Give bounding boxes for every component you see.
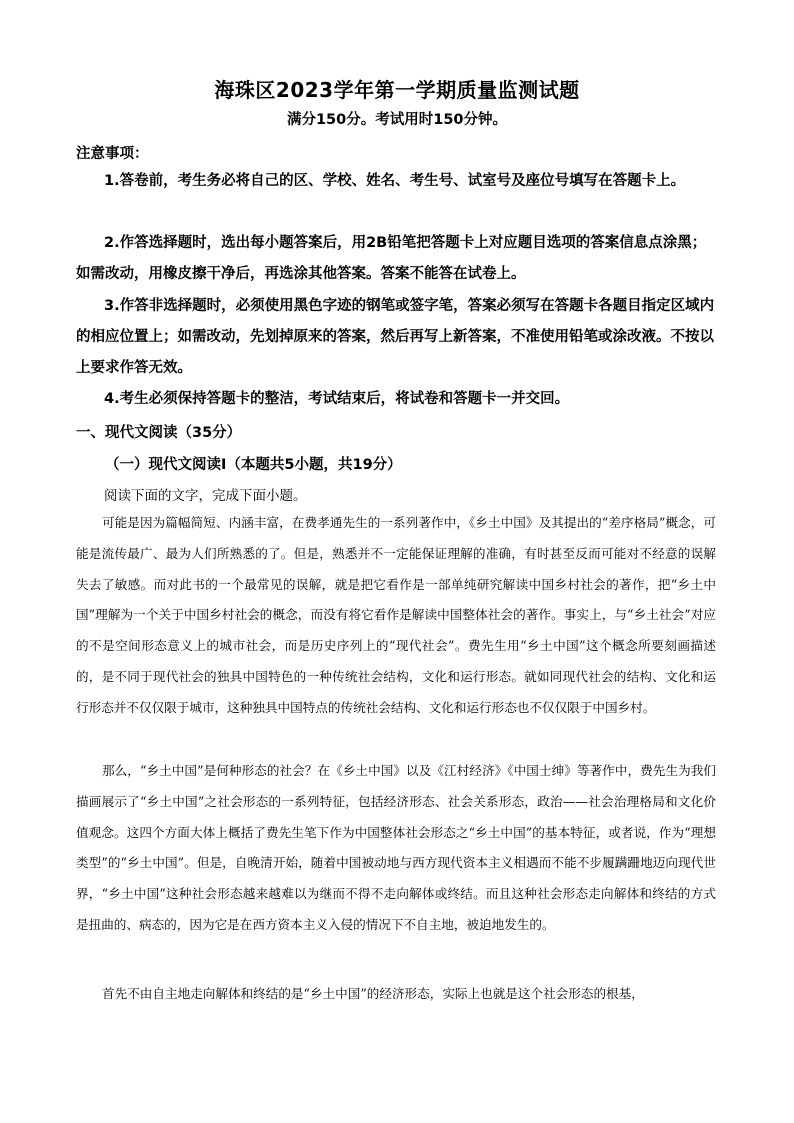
passage-paragraph-3: 首先不由自主地走向解体和终结的是“乡土中国”的经济形态，实际上也就是这个社会形态的根基， xyxy=(102,986,644,1001)
notice-item-3: 3.作答非选择题时，必须使用黑色字迹的钢笔或签字笔，答案必须写在答题卡各题目指定区域内的相应位置上；如需改动，先划掉原来的答案，然后再写上新答案，不准使用铅笔或涂改液。不按以上要求作答无效。 xyxy=(76,298,715,376)
notice-heading: 注意事项： xyxy=(76,146,149,162)
reading-instruction: 阅读下面的文字，完成下面小题。 xyxy=(104,488,307,504)
notice-item-2: 2.作答选择题时，选出每小题答案后，用2B铅笔把答题卡上对应题目选项的答案信息点涂黑；如需改动，用橡皮擦干净后，再选涂其他答案。答案不能答在试卷上。 xyxy=(76,235,707,282)
subsection-heading: （一）现代文阅读Ⅰ（本题共5小题，共19分） xyxy=(105,457,402,473)
notice-item-1: 1.答卷前，考生务必将自己的区、学校、姓名、考生号、试室号及座位号填写在答题卡上。 xyxy=(104,173,686,189)
exam-subtitle: 满分150分。考试用时150分钟。 xyxy=(286,112,508,128)
passage-paragraph-1: 可能是因为篇幅简短、内涵丰富，在费孝通先生的一系列著作中，《乡土中国》及其提出的“差序格局”概念，可能是流传最广、最为人们所熟悉的了。但是，熟悉并不一定能保证理解的准确，有时甚至反而可能对不经意的误解失去了敏感。而对此书的一个最常见的误解，就是把它看作是一部单纯研究解读中国乡村社会的著作，把“乡土中国”理解为一个关于中国乡村社会的概念，而没有将它看作是解读中国整体社会的著作。事实上，与“乡土社会”对应的不是空间形态意义上的城市社会，而是历史序列上的“现代社会”。费先生用“乡土中国”这个概念所要刻画描述的，是不同于现代社会的独具中国特色的一种传统社会结构，文化和运行形态。就如同现代社会的结构、文化和运行形态并不仅仅限于城市，这种独具中国特点的传统社会结构、文化和运行形态也不仅仅限于中国乡村。 xyxy=(76,515,716,715)
passage-paragraph-2: 那么，“乡土中国”是何种形态的社会？在《乡土中国》以及《江村经济》《中国士绅》等著作中，费先生为我们描画展示了“乡土中国”之社会形态的一系列特征，包括经济形态、社会关系形态，政治——社会治理格局和文化价值观念。这四个方面大体上概括了费先生笔下作为中国整体社会形态之“乡土中国”的基本特征，或者说，作为“理想类型”的“乡土中国”。但是，自晚清开始，随着中国被动地与西方现代资本主义相遇而不能不步履蹒跚地迈向现代世界，“乡土中国”这种社会形态越来越难以为继而不得不走向解体或终结。而且这种社会形态走向解体和终结的方式是扭曲的、病态的，因为它是在西方资本主义入侵的情况下不自主地，被迫地发生的。 xyxy=(76,763,716,932)
exam-title: 海珠区2023学年第一学期质量监测试题 xyxy=(214,78,580,102)
notice-item-4: 4.考生必须保持答题卡的整洁，考试结束后，将试卷和答题卡一并交回。 xyxy=(104,391,570,407)
section-heading: 一、现代文阅读（35分） xyxy=(76,425,242,441)
